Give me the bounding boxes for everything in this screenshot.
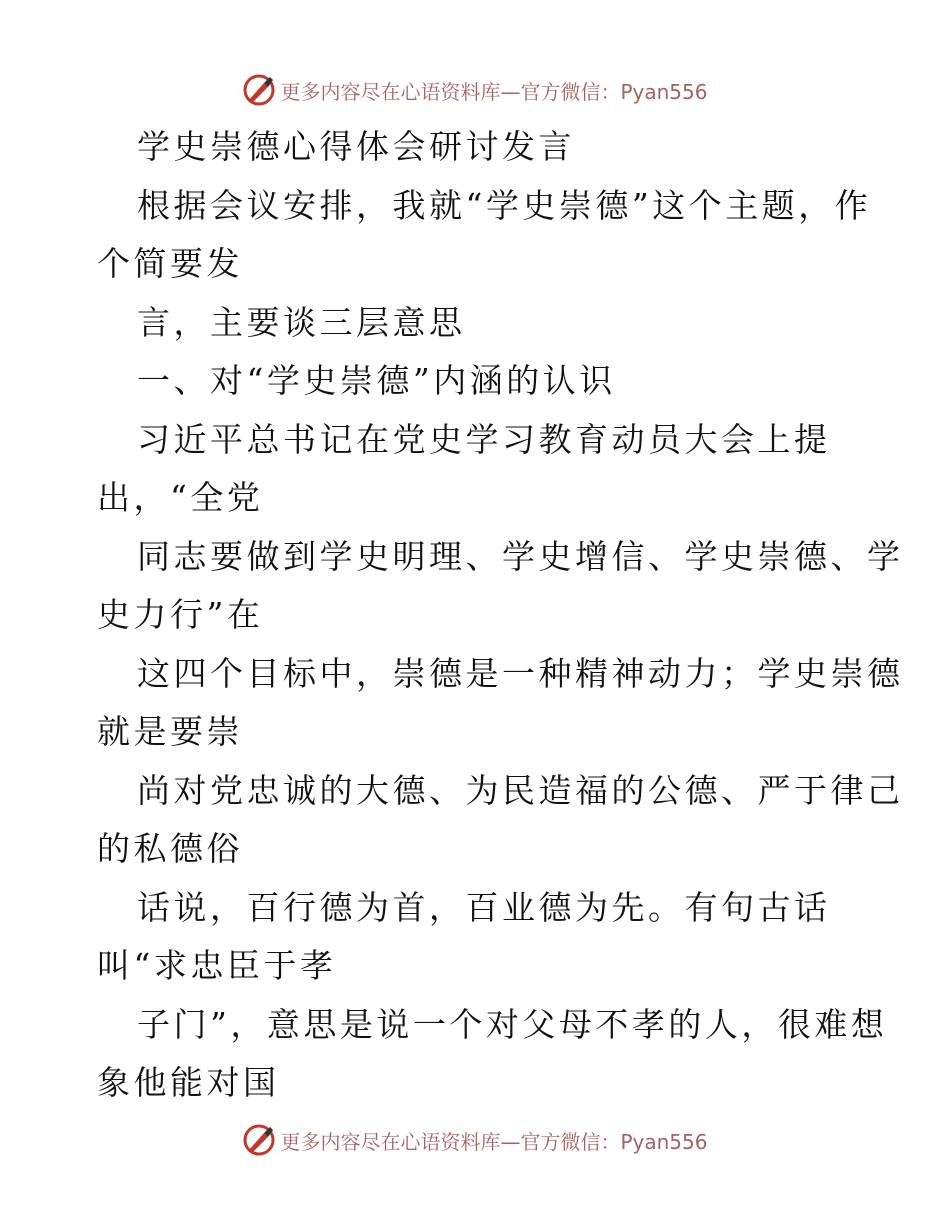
paragraph-line: 话说，百行德为首，百业德为先。有句古话: [137, 887, 831, 927]
paragraph-line: 个简要发: [97, 244, 243, 283]
footer-banner-text: 更多内容尽在心语资料库: [280, 1129, 501, 1154]
paragraph-line: 就是要崇: [97, 712, 243, 751]
pen-logo-icon: [242, 1123, 276, 1157]
header-banner: [0, 70, 950, 110]
document-title: 学史崇德心得体会研讨发言: [137, 127, 575, 166]
paragraph-line: 根据会议安排，我就“学史崇德”这个主题，作: [137, 185, 872, 225]
footer-banner: [0, 1120, 950, 1160]
document-body: [97, 118, 904, 1113]
paragraph-line: 尚对党忠诚的大德、为民造福的公德、严于律己: [137, 770, 904, 810]
paragraph-line: 子门”，意思是说一个对父母不孝的人，很难想: [137, 1004, 888, 1044]
paragraph-line: 同志要做到学史明理、学史增信、学史崇德、学: [137, 536, 904, 576]
pen-logo-icon: [242, 73, 276, 107]
paragraph-line: 叫“求忠臣于孝: [97, 946, 337, 985]
paragraph-line: 象他能对国: [97, 1063, 280, 1102]
header-banner-text: 更多内容尽在心语资料库: [280, 79, 501, 104]
footer-banner-wechat: —官方微信：Pyan556: [500, 1129, 708, 1154]
paragraph-line: 言，主要谈三层意思: [137, 302, 466, 342]
paragraph-line: 习近平总书记在党史学习教育动员大会上提: [137, 419, 831, 459]
section-heading: 一、对“学史崇德”内涵的认识: [137, 361, 616, 400]
paragraph-line: 这四个目标中，崇德是一种精神动力；学史崇德: [137, 653, 904, 693]
paragraph-line: 出，“全党: [97, 478, 264, 517]
paragraph-line: 史力行”在: [97, 595, 264, 634]
paragraph-line: 的私德俗: [97, 829, 243, 868]
header-banner-wechat: —官方微信：Pyan556: [500, 79, 708, 104]
